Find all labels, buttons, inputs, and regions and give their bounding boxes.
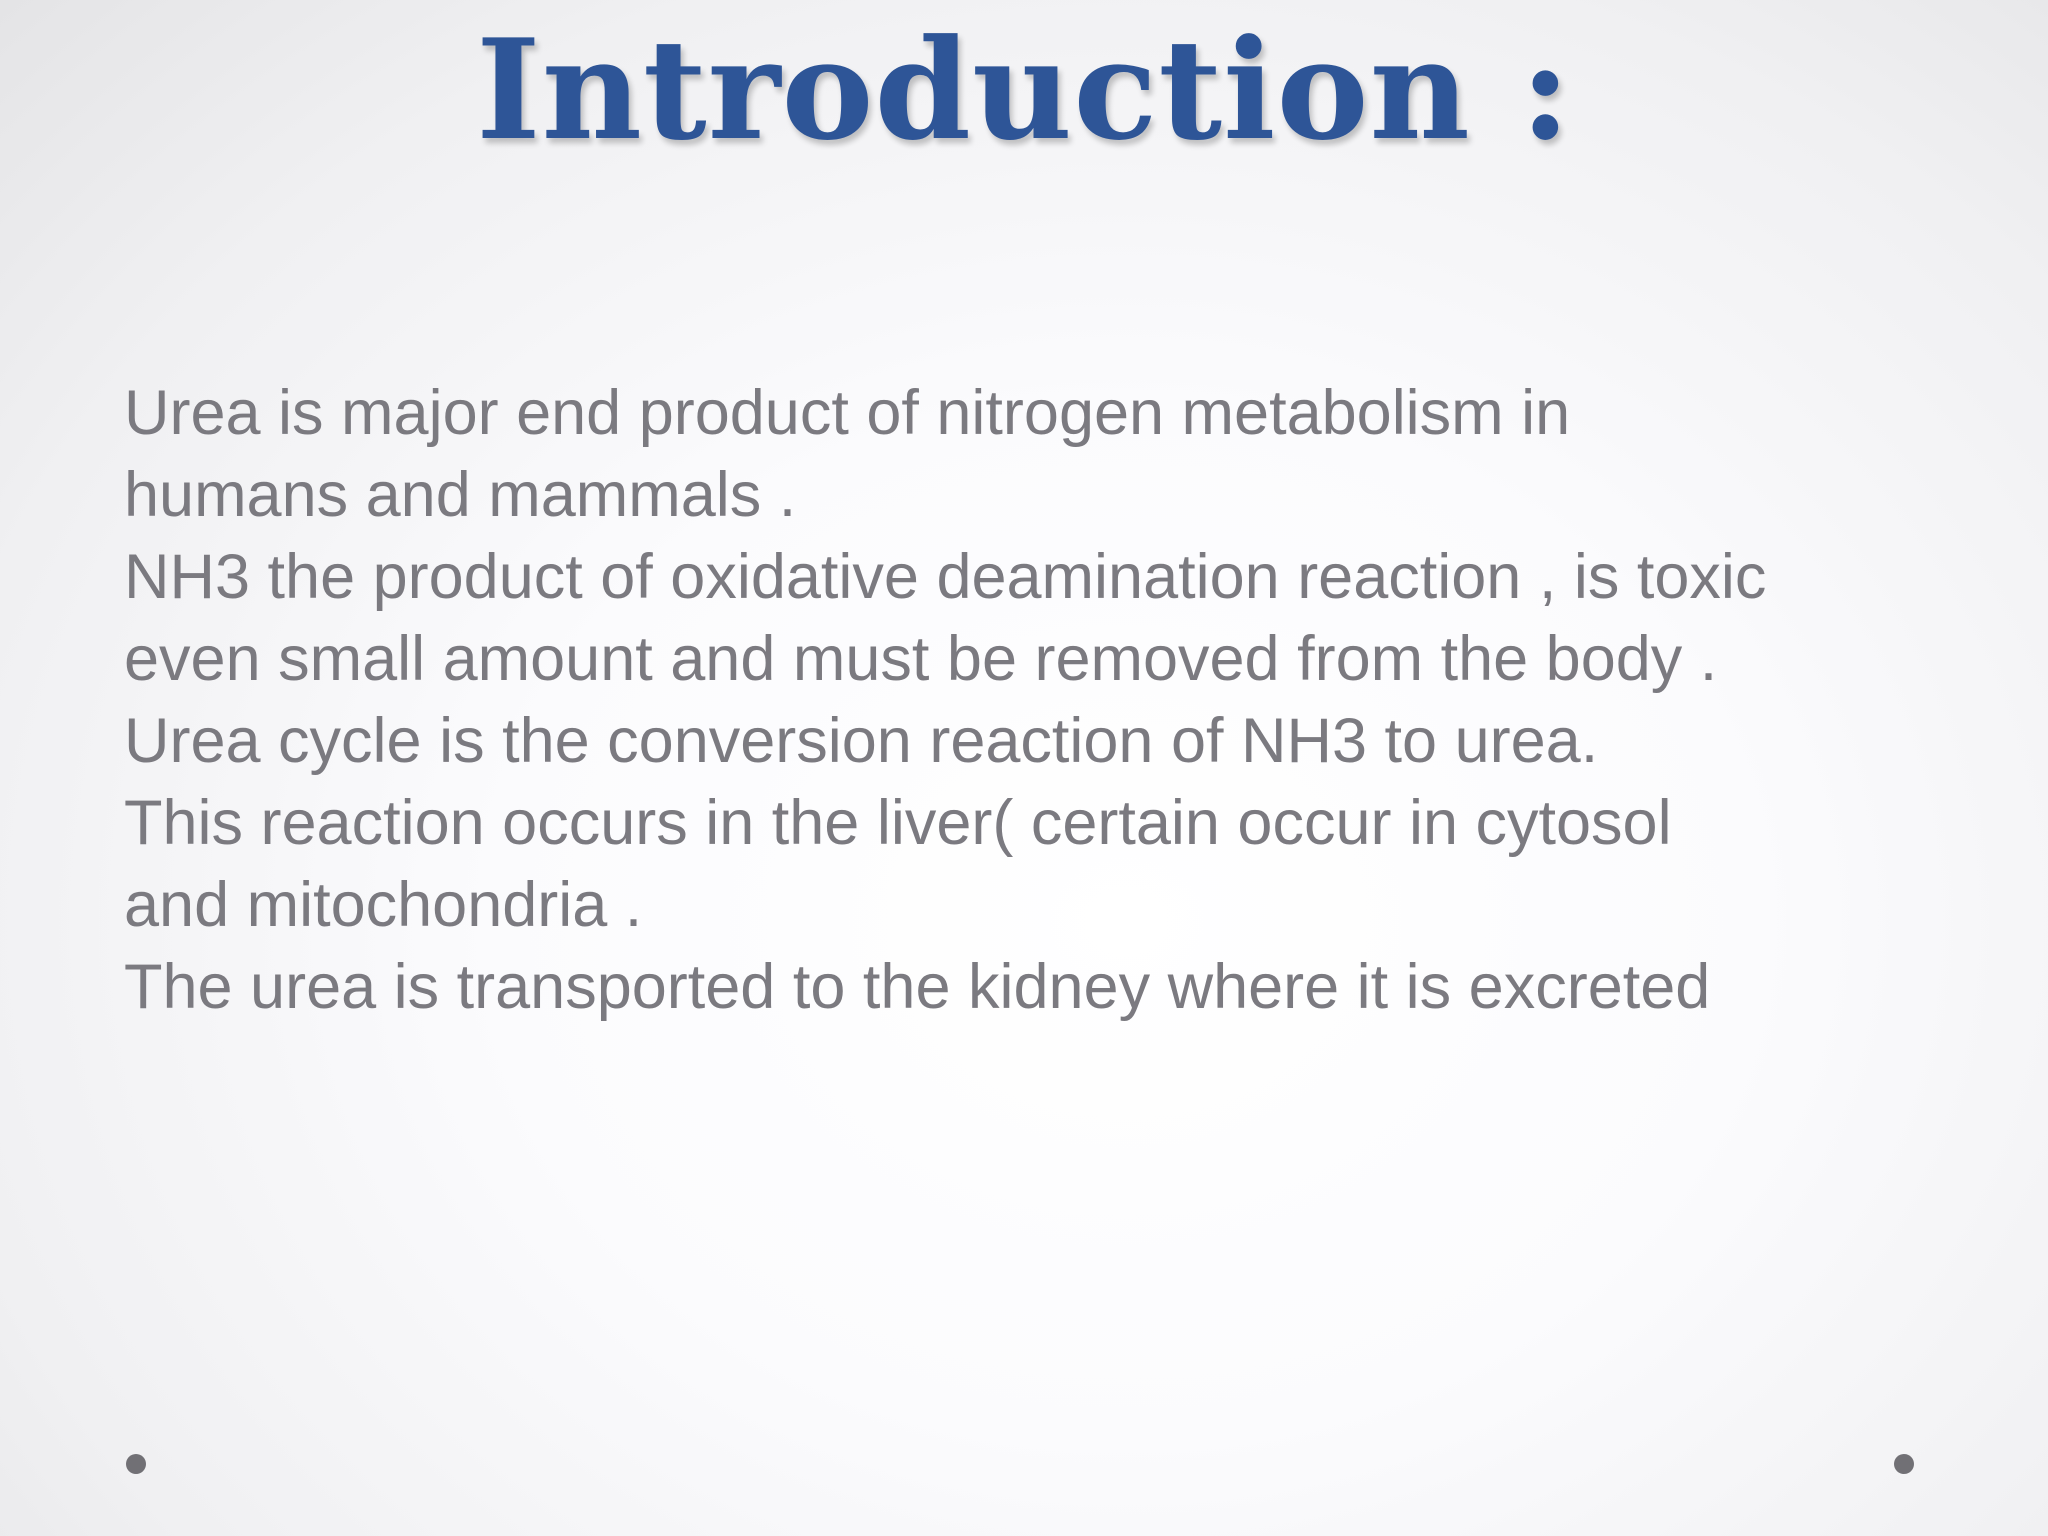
text-line: Urea cycle is the conversion reaction of NH3 to urea. <box>124 706 1599 776</box>
text-line: NH3 the product of oxidative deamination reaction , is toxic <box>124 542 1767 612</box>
text-line: The urea is transported to the kidney where it is excreted <box>124 952 1711 1022</box>
slide-body <box>124 372 1984 1028</box>
text-line: This reaction occurs in the liver( certain occur in cytosol <box>124 788 1672 858</box>
text-line: even small amount and must be removed from the body . <box>124 624 1718 694</box>
paragraph-urea-end-product <box>124 372 1984 536</box>
text-line: humans and mammals . <box>124 460 797 530</box>
decorative-dot-right <box>1894 1454 1914 1474</box>
decorative-dot-left <box>126 1454 146 1474</box>
text-line: and mitochondria . <box>124 870 643 940</box>
paragraph-kidney-excretion <box>124 946 1984 1028</box>
paragraph-liver-reaction <box>124 782 1984 946</box>
paragraph-nh3-toxic <box>124 536 1984 700</box>
paragraph-urea-cycle <box>124 700 1984 782</box>
slide-title: Introduction : <box>476 8 1572 171</box>
text-line: Urea is major end product of nitrogen metabolism in <box>124 378 1571 448</box>
